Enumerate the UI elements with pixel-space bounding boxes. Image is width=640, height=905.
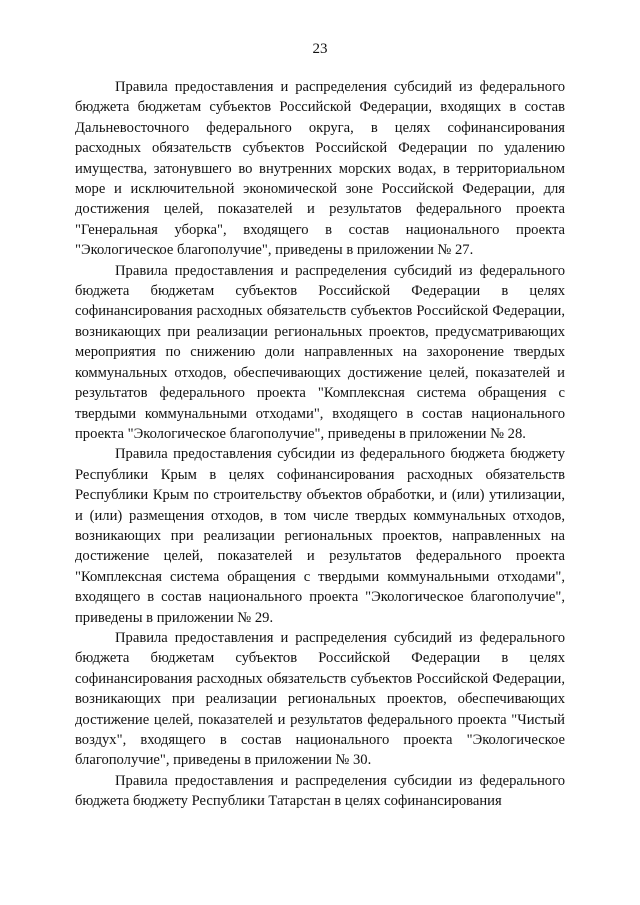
page-number: 23 <box>312 41 328 57</box>
paragraph-tatarstan: Правила предоставления и распределения субсидии из федерального бюджета бюджету Республики Татарстан в целях софинансирования <box>75 772 565 810</box>
document-body <box>75 77 565 812</box>
paragraph-appendix-30: Правила предоставления и распределения субсидий из федерального бюджета бюджетам субъектов Российской Федерации в целях софинансирования расходных обязательств субъектов Российской Федерации, возникающих при реализации региональных проектов, обеспечивающих достижение целей, показателей и результатов федерального проекта "Чистый воздух", входящего в состав национального проекта "Экологическое благополучие", приведены в приложении № 30. <box>75 629 565 769</box>
paragraph-appendix-29: Правила предоставления субсидии из федерального бюджета бюджету Республики Крым в целях софинансирования расходных обязательств Республики Крым по строительству объектов обработки, и (или) утилизации, и (или) размещения отходов, в том числе твердых коммунальных отходов, возникающих при реализации региональных проектов, направленных на достижение целей, показателей и результатов федерального проекта "Комплексная система обращения с твердыми коммунальными отходами", входящего в состав национального проекта "Экологическое благополучие", приведены в приложении № 29. <box>75 446 565 626</box>
paragraph-appendix-27: Правила предоставления и распределения субсидий из федерального бюджета бюджетам субъектов Российской Федерации, входящих в состав Дальневосточного федерального округа, в целях софинансирования расходных обязательств субъектов Российской Федерации по удалению имущества, затонувшего во внутренних морских водах, в территориальном море и исключительной экономической зоне Российской Федерации, для достижения целей, показателей и результатов федерального проекта "Генеральная уборка", входящего в состав национального проекта "Экологическое благополучие", приведены в приложении № 27. <box>75 79 565 259</box>
paragraph-appendix-28: Правила предоставления и распределения субсидий из федерального бюджета бюджетам субъектов Российской Федерации в целях софинансирования расходных обязательств субъектов Российской Федерации, возникающих при реализации региональных проектов, предусматривающих мероприятия по снижению доли направленных на захоронение твердых коммунальных отходов, обеспечивающих достижение целей, показателей и результатов федерального проекта "Комплексная система обращения с твердыми коммунальными отходами", входящего в состав национального проекта "Экологическое благополучие", приведены в приложении № 28. <box>75 262 565 442</box>
